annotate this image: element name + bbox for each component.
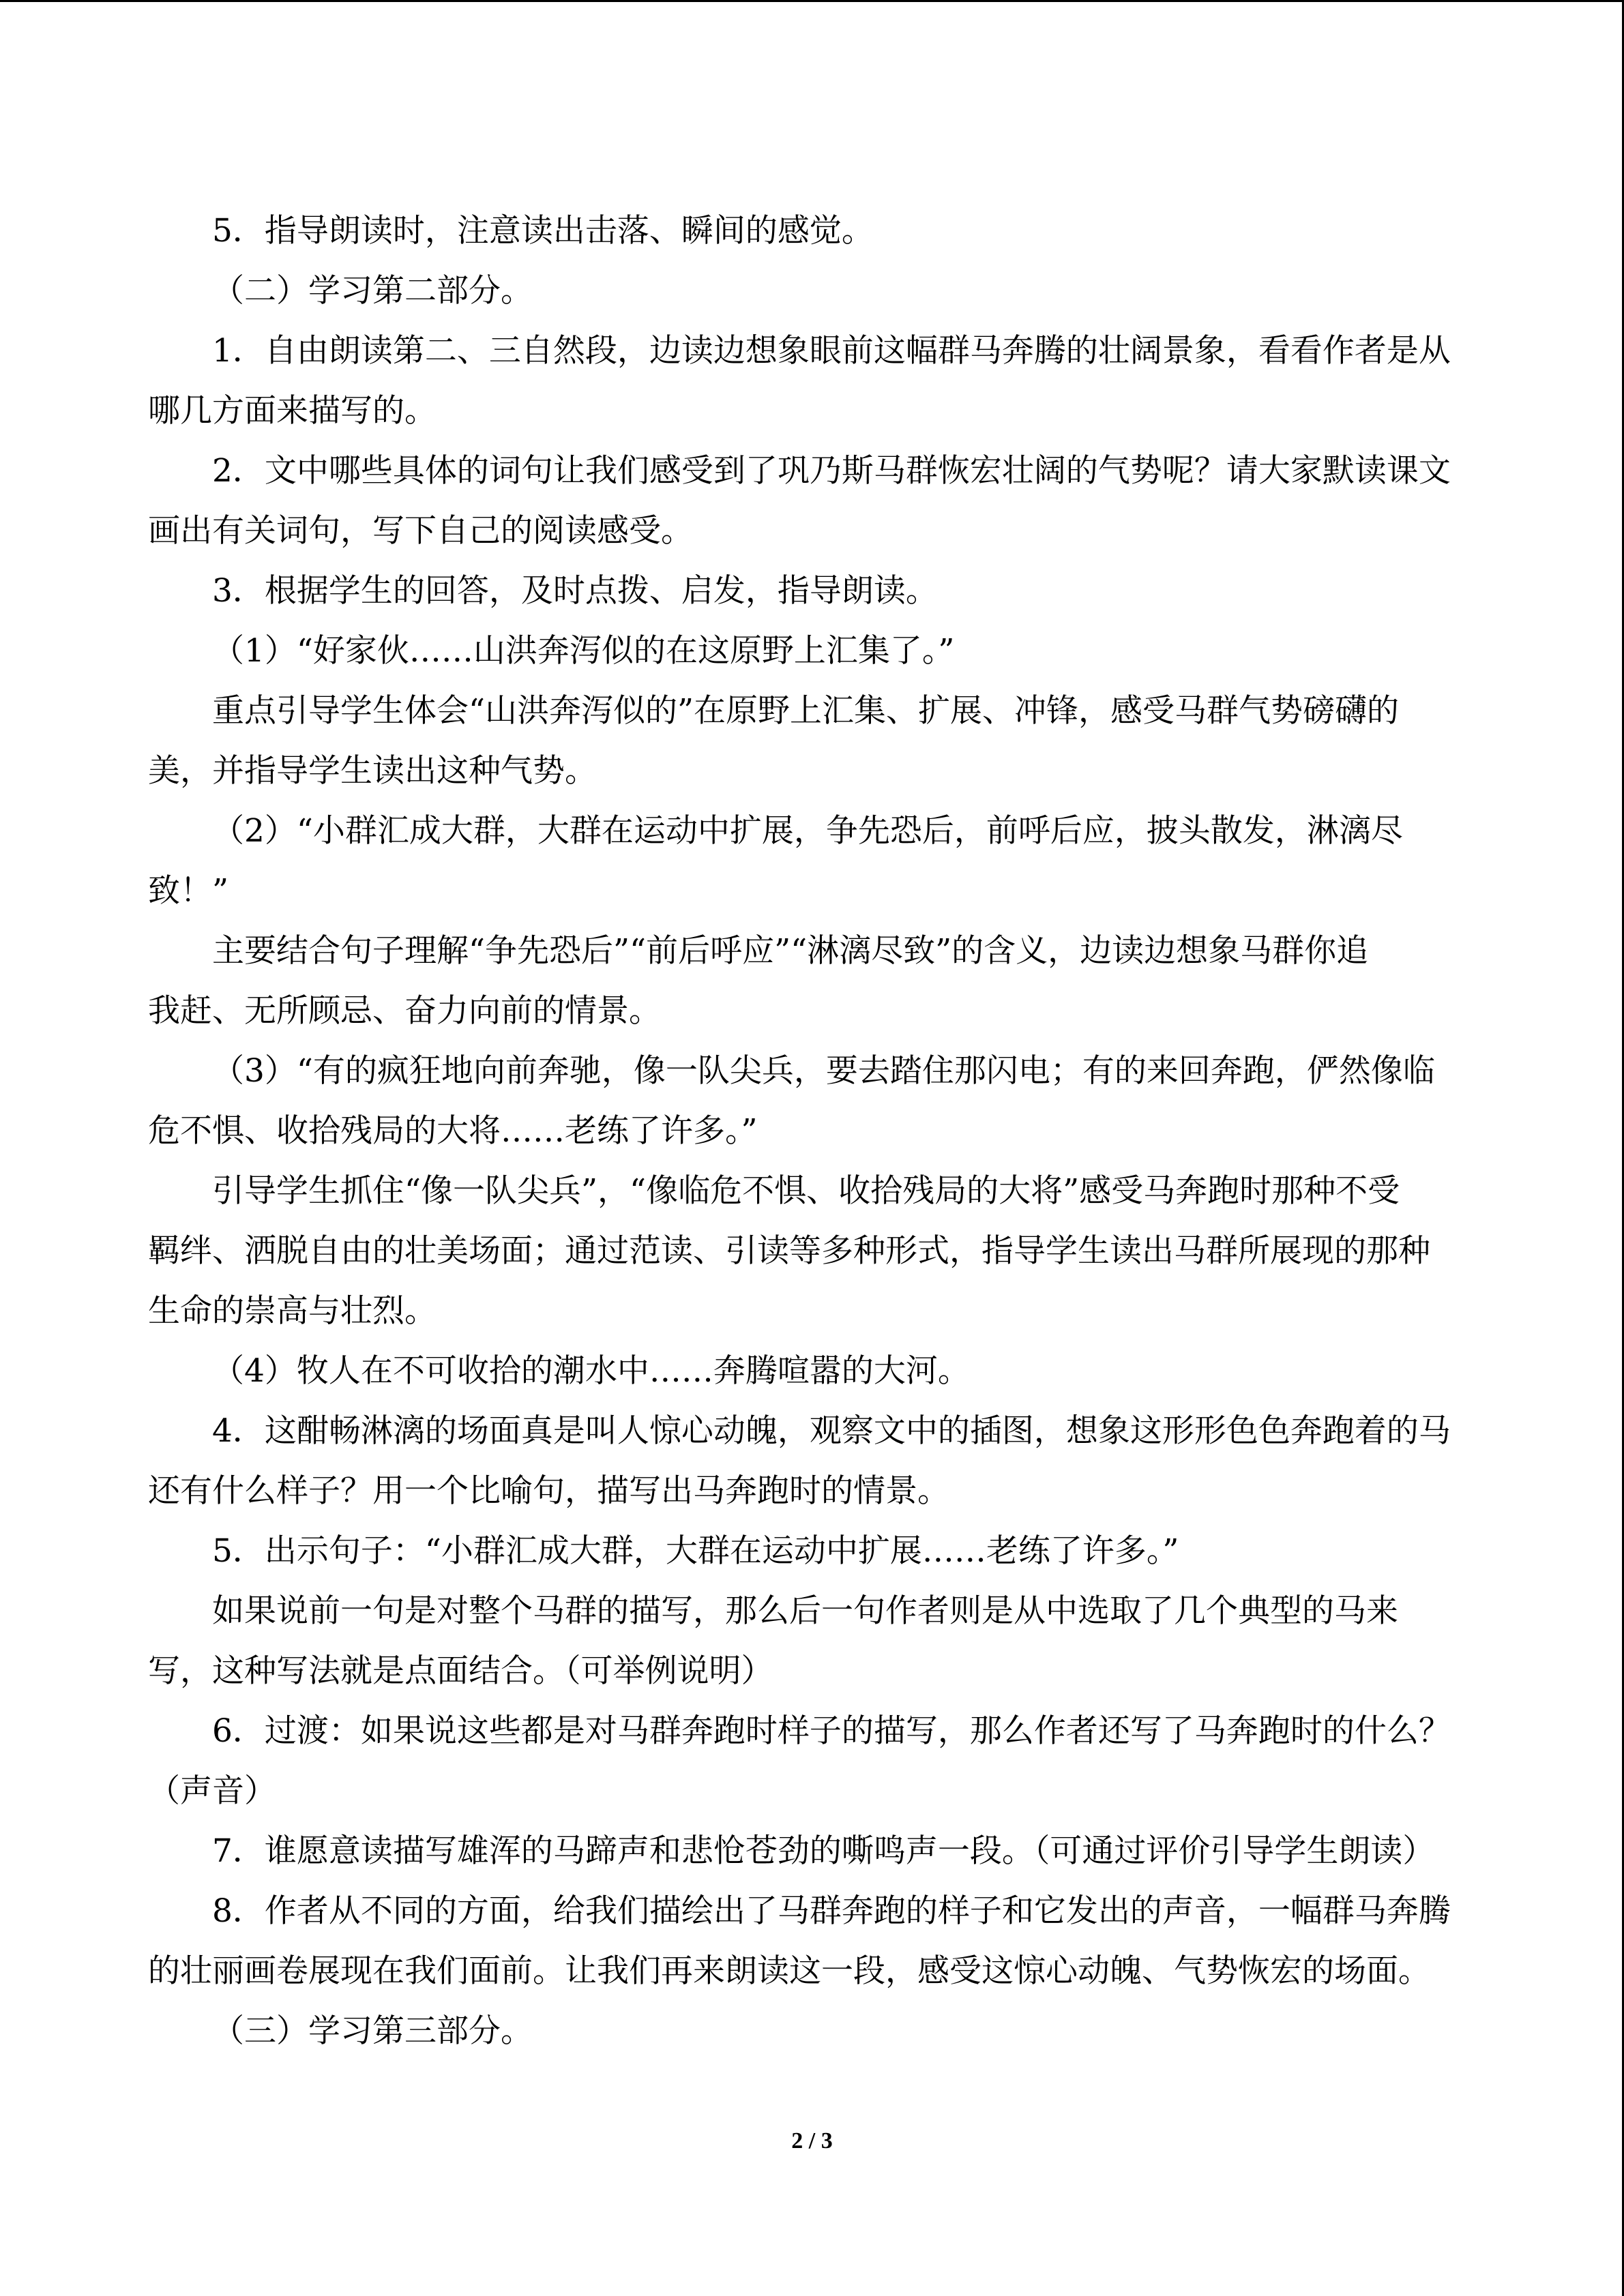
text-line: 引导学生抓住“像一队尖兵”，“像临危不惧、收拾残局的大将”感受马奔跑时那种不受 xyxy=(212,1172,1400,1210)
text-line: （二）学习第二部分。 xyxy=(212,272,533,310)
paragraph xyxy=(148,681,1472,801)
text-line: 的壮丽画卷展现在我们面前。让我们再来朗读这一段，感受这惊心动魄、气势恢宏的场面。 xyxy=(148,1952,1430,1990)
text-line: （2）“小群汇成大群，大群在运动中扩展，争先恐后，前呼后应，披头散发，淋漓尽 xyxy=(212,812,1403,850)
text-line: 哪几方面来描写的。 xyxy=(148,392,437,430)
text-line: 我赶、无所顾忌、奋力向前的情景。 xyxy=(148,992,661,1030)
text-line: 5．指导朗读时，注意读出击落、瞬间的感觉。 xyxy=(212,212,874,250)
paragraph xyxy=(148,1401,1472,1521)
text-line: 3．根据学生的回答，及时点拨、启发，指导朗读。 xyxy=(212,572,938,610)
text-line: 1．自由朗读第二、三自然段，边读边想象眼前这幅群马奔腾的壮阔景象，看看作者是从 xyxy=(212,332,1451,370)
paragraph xyxy=(148,1041,1472,1161)
paragraph xyxy=(148,561,1472,621)
paragraph xyxy=(148,1881,1472,2001)
paragraph xyxy=(148,321,1472,441)
paragraph xyxy=(148,1701,1472,1821)
text-line: （三）学习第三部分。 xyxy=(212,2012,533,2050)
paragraph xyxy=(148,1161,1472,1341)
section-heading xyxy=(148,261,1472,321)
paragraph xyxy=(148,621,1472,681)
text-line: 生命的崇高与壮烈。 xyxy=(148,1292,437,1330)
text-line: 还有什么样子？用一个比喻句，描写出马奔跑时的情景。 xyxy=(148,1472,949,1510)
text-line: 致！” xyxy=(148,872,229,910)
section-heading xyxy=(148,2001,1472,2061)
text-line: 羁绊、洒脱自由的壮美场面；通过范读、引读等多种形式，指导学生读出马群所展现的那种 xyxy=(148,1232,1430,1270)
text-line: （3）“有的疯狂地向前奔驰，像一队尖兵，要去踏住那闪电；有的来回奔跑，俨然像临 xyxy=(212,1052,1435,1090)
paragraph xyxy=(148,1581,1472,1701)
paragraph xyxy=(148,1341,1472,1401)
text-line: 6．过渡：如果说这些都是对马群奔跑时样子的描写，那么作者还写了马奔跑时的什么？ xyxy=(212,1712,1451,1750)
paragraph xyxy=(148,1521,1472,1581)
text-line: 危不惧、收拾残局的大将……老练了许多。” xyxy=(148,1112,758,1150)
text-line: （1）“好家伙……山洪奔泻似的在这原野上汇集了。” xyxy=(212,632,955,670)
paragraph xyxy=(148,801,1472,921)
text-line: 4．这酣畅淋漓的场面真是叫人惊心动魄，观察文中的插图，想象这形形色色奔跑着的马 xyxy=(212,1412,1451,1450)
text-line: （4）牧人在不可收拾的潮水中……奔腾喧嚣的大河。 xyxy=(212,1352,970,1390)
text-line: 重点引导学生体会“山洪奔泻似的”在原野上汇集、扩展、冲锋，感受马群气势磅礴的 xyxy=(212,692,1400,730)
text-line: 画出有关词句，写下自己的阅读感受。 xyxy=(148,512,693,550)
document-body xyxy=(148,201,1472,2061)
paragraph xyxy=(148,921,1472,1041)
text-line: 5．出示句子：“小群汇成大群，大群在运动中扩展……老练了许多。” xyxy=(212,1532,1179,1570)
text-line: 主要结合句子理解“争先恐后”“前后呼应”“淋漓尽致”的含义，边读边想象马群你追 xyxy=(212,932,1369,970)
text-line: 8．作者从不同的方面，给我们描绘出了马群奔跑的样子和它发出的声音，一幅群马奔腾 xyxy=(212,1892,1451,1930)
paragraph xyxy=(148,201,1472,261)
page-number: 2 / 3 xyxy=(791,2128,833,2153)
paragraph xyxy=(148,441,1472,561)
paragraph xyxy=(148,1821,1472,1881)
text-line: 7．谁愿意读描写雄浑的马蹄声和悲怆苍劲的嘶鸣声一段。（可通过评价引导学生朗读） xyxy=(212,1832,1435,1870)
text-line: 美，并指导学生读出这种气势。 xyxy=(148,752,597,790)
text-line: 2．文中哪些具体的词句让我们感受到了巩乃斯马群恢宏壮阔的气势呢？请大家默读课文 xyxy=(212,452,1451,490)
text-line: （声音） xyxy=(148,1772,276,1810)
text-line: 如果说前一句是对整个马群的描写，那么后一句作者则是从中选取了几个典型的马来 xyxy=(212,1592,1398,1630)
text-line: 写，这种写法就是点面结合。（可举例说明） xyxy=(148,1652,773,1690)
